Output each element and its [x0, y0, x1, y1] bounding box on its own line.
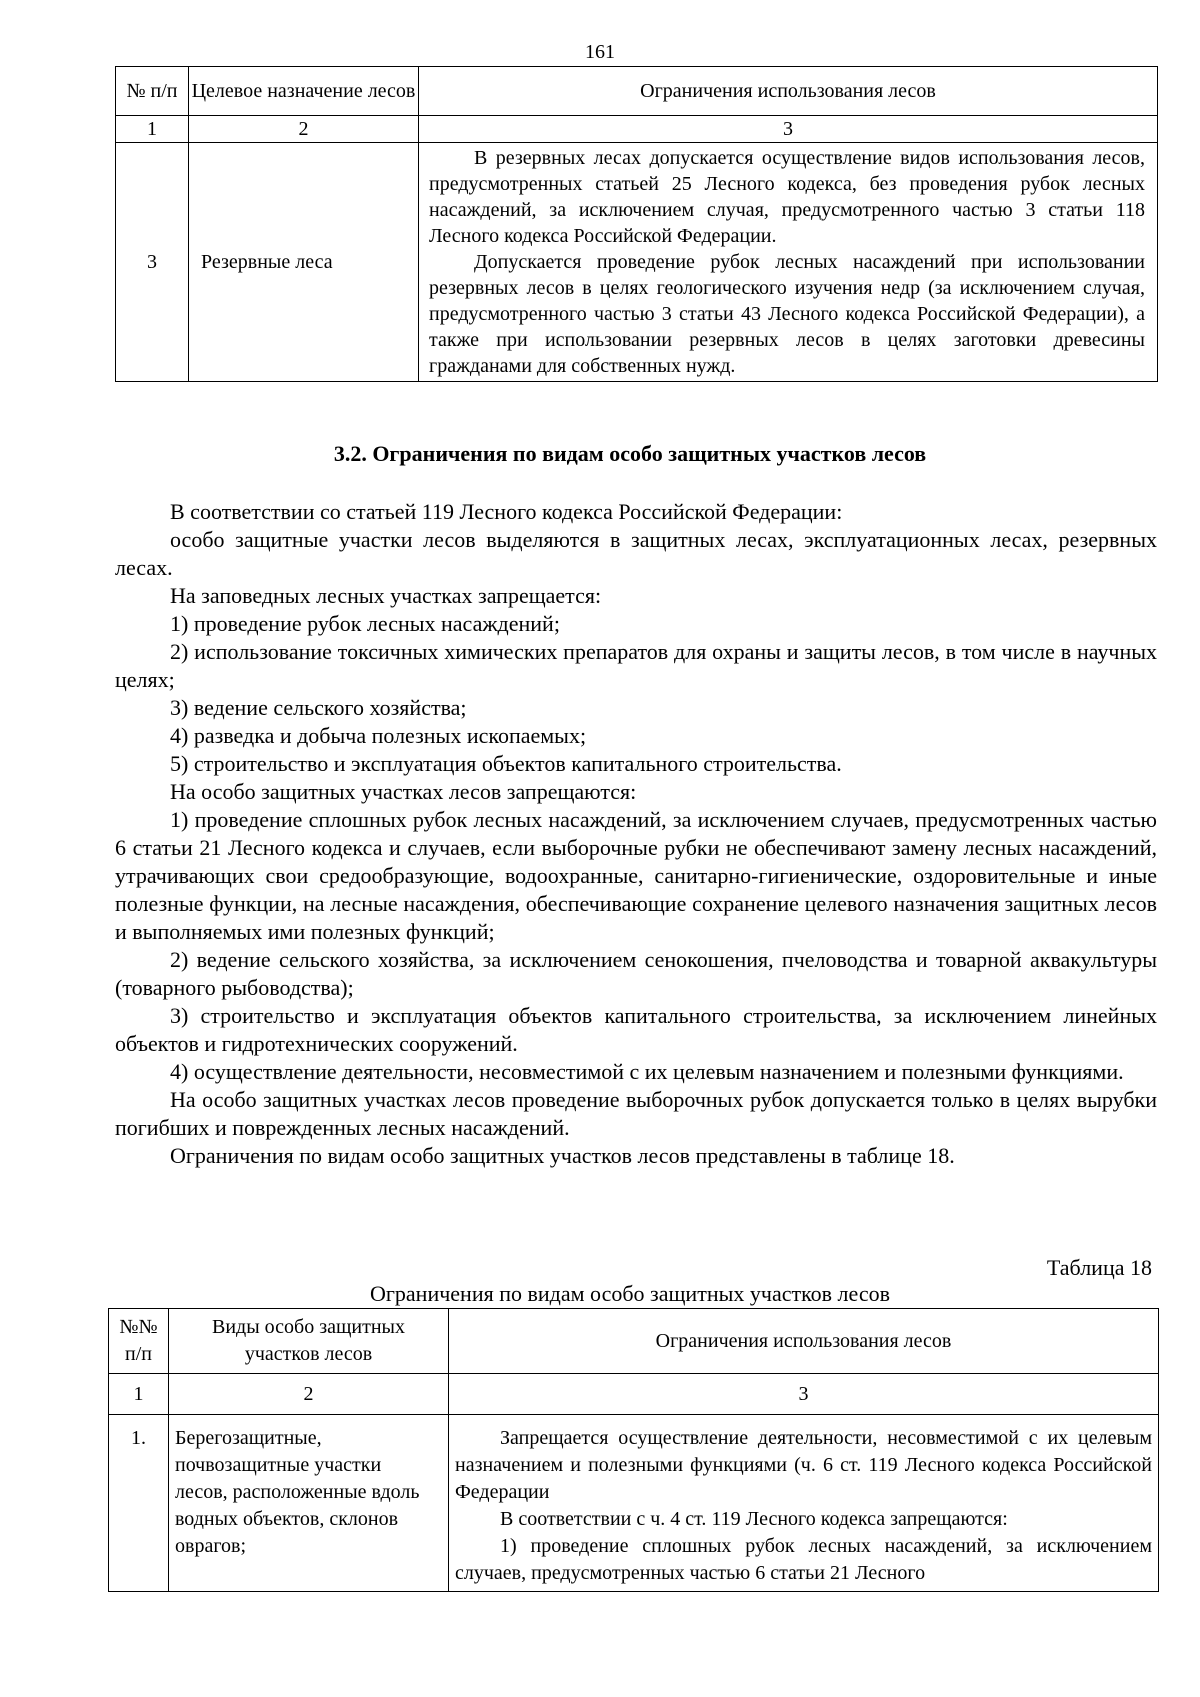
table-index-row — [109, 1374, 1159, 1415]
restriction-paragraph: В резервных лесах допускается осуществление видов использования лесов, предусмотренных статьей 25 Лесного кодекса, без проведения рубок лесных насаждений, за исключением случая, предусмотренного частью 3 статьи 118 Лесного кодекса Российской Федерации. — [429, 147, 1145, 247]
header-cell: Ограничения использования лесов — [449, 1309, 1159, 1374]
body-paragraph: 2) ведение сельского хозяйства, за исключением сенокошения, пчеловодства и товарной аквакультуры (товарного рыбоводства); — [115, 947, 1157, 1000]
body-paragraph: 4) разведка и добыча полезных ископаемых; — [170, 723, 587, 748]
body-paragraph: 5) строительство и эксплуатация объектов капитального строительства. — [170, 751, 842, 776]
body-paragraph: В соответствии со статьей 119 Лесного кодекса Российской Федерации: — [170, 499, 843, 524]
body-paragraph: На заповедных лесных участках запрещается: — [170, 583, 602, 608]
table-header-row — [109, 1309, 1159, 1374]
body-paragraph: На особо защитных участках лесов запрещаются: — [170, 779, 637, 804]
body-paragraph: 4) осуществление деятельности, несовместимой с их целевым назначением и полезными функциями. — [170, 1059, 1124, 1084]
forest-purpose-table — [115, 66, 1158, 382]
restriction-paragraph: В соответствии с ч. 4 ст. 119 Лесного кодекса запрещаются: — [500, 1508, 1008, 1530]
header-cell: № п/п — [116, 67, 189, 116]
index-cell: 3 — [419, 116, 1158, 143]
body-text — [115, 498, 1157, 1170]
index-cell: 2 — [189, 116, 419, 143]
row-number-cell: 1. — [109, 1415, 169, 1592]
header-cell: Виды особо защитных участков лесов — [169, 1309, 449, 1374]
header-cell: №№ п/п — [109, 1309, 169, 1374]
table-header-row — [116, 67, 1158, 116]
table-title: Ограничения по видам особо защитных участков лесов — [370, 1281, 890, 1306]
body-paragraph: 3) ведение сельского хозяйства; — [170, 695, 467, 720]
protected-areas-table — [108, 1308, 1159, 1592]
body-paragraph: Ограничения по видам особо защитных участков лесов представлены в таблице 18. — [170, 1143, 955, 1168]
restriction-paragraph: Запрещается осуществление деятельности, несовместимой с их целевым назначением и полезными функциями (ч. 6 ст. 119 Лесного кодекса Российской Федерации — [455, 1427, 1152, 1503]
index-cell: 1 — [116, 116, 189, 143]
table-label: Таблица 18 — [1046, 1255, 1152, 1280]
table-index-row — [116, 116, 1158, 143]
page-number: 161 — [585, 41, 615, 63]
table-row — [109, 1415, 1159, 1592]
index-cell: 1 — [109, 1374, 169, 1415]
index-cell: 3 — [449, 1374, 1159, 1415]
body-paragraph: особо защитные участки лесов выделяются в защитных лесах, эксплуатационных лесах, резервных лесах. — [115, 527, 1157, 580]
protected-area-type-cell: Берегозащитные, почвозащитные участки лесов, расположенные вдоль водных объектов, склонов оврагов; — [169, 1415, 449, 1592]
restrictions-cell — [449, 1415, 1159, 1592]
section-heading: 3.2. Ограничения по видам особо защитных участков лесов — [333, 441, 927, 466]
restriction-paragraph: Допускается проведение рубок лесных насаждений при использовании резервных лесов в целях геологического изучения недр (за исключением случая, предусмотренного частью 3 статьи 43 Лесного кодекса Российской Федерации), а также при использовании резервных лесов в целях заготовки древесины гражданами для собственных нужд. — [429, 251, 1145, 377]
body-paragraph: 1) проведение сплошных рубок лесных насаждений, за исключением случаев, предусмотренных частью 6 статьи 21 Лесного кодекса и случаев, если выборочные рубки не обеспечивают замену лесных насаждений, утрачивающих свои средообразующие, водоохранные, санитарно-гигиенические, оздоровительные и иные полезные функции, на лесные насаждения, обеспечивающие сохранение целевого назначения защитных лесов и выполняемых ими полезных функций; — [115, 807, 1157, 944]
body-paragraph: На особо защитных участках лесов проведение выборочных рубок допускается только в целях вырубки погибших и поврежденных лесных насаждений. — [115, 1087, 1157, 1140]
body-paragraph: 3) строительство и эксплуатация объектов капитального строительства, за исключением линейных объектов и гидротехнических сооружений. — [115, 1003, 1157, 1056]
header-cell: Ограничения использования лесов — [419, 67, 1158, 116]
restrictions-cell — [419, 143, 1158, 382]
header-cell: Целевое назначение лесов — [189, 67, 419, 116]
body-paragraph: 2) использование токсичных химических препаратов для охраны и защиты лесов, в том числе в научных целях; — [115, 639, 1157, 692]
table-row — [116, 143, 1158, 382]
row-number-cell: 3 — [116, 143, 189, 382]
index-cell: 2 — [169, 1374, 449, 1415]
restriction-paragraph: 1) проведение сплошных рубок лесных насаждений, за исключением случаев, предусмотренных частью 6 статьи 21 Лесного — [455, 1535, 1152, 1584]
forest-purpose-cell: Резервные леса — [189, 143, 419, 382]
body-paragraph: 1) проведение рубок лесных насаждений; — [170, 611, 560, 636]
